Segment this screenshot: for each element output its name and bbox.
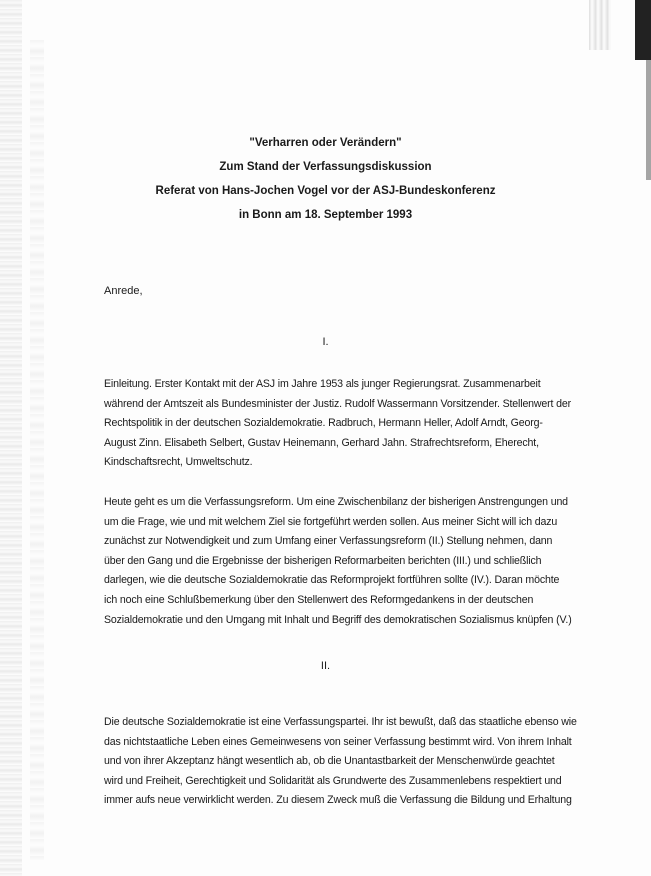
paragraph-overview bbox=[104, 493, 584, 630]
document-title bbox=[0, 131, 651, 227]
scan-edge-noise-top-right bbox=[589, 0, 611, 50]
title-line-2: Zum Stand der Verfassungsdiskussion bbox=[219, 161, 432, 173]
section-number-1: I. bbox=[322, 336, 329, 348]
paragraph-line: wird und Freiheit, Gerechtigkeit und Solidarität als Grundwerte des Zusammenlebens respektiert und bbox=[104, 774, 562, 787]
paragraph-line: über den Gang und die Ergebnisse der bisherigen Reformarbeiten berichten (III.) und schließlich bbox=[104, 554, 542, 567]
paragraph-line: Rechtspolitik in der deutschen Sozialdemokratie. Radbruch, Hermann Heller, Adolf Arndt, Georg- bbox=[104, 417, 543, 430]
paragraph-line: darlegen, wie die deutsche Sozialdemokratie das Reformprojekt fortführen sollte (IV.). Daran möchte bbox=[104, 574, 560, 587]
salutation: Anrede, bbox=[104, 285, 143, 297]
paragraph-line: zunächst zur Notwendigkeit und zum Umfang einer Verfassungsreform (II.) Stellung nehmen, dann bbox=[104, 535, 553, 548]
paragraph-constitutional-party bbox=[104, 713, 584, 811]
title-line-4: in Bonn am 18. September 1993 bbox=[238, 209, 413, 221]
paragraph-line: Heute geht es um die Verfassungsreform. Um eine Zwischenbilanz der bisherigen Anstrengungen und bbox=[104, 496, 568, 508]
title-line-1: "Verharren oder Verändern" bbox=[249, 137, 402, 149]
paragraph-line: um die Frage, wie und mit welchem Ziel sie fortgeführt werden sollen. Aus meiner Sicht will ich dazu bbox=[104, 515, 558, 528]
section-number-2: II. bbox=[320, 660, 331, 672]
paragraph-line: Sozialdemokratie und den Umgang mit Inhalt und Begriff des demokratischen Sozialismus knüpfen (V.) bbox=[104, 613, 572, 626]
paragraph-line: August Zinn. Elisabeth Selbert, Gustav Heinemann, Gerhard Jahn. Strafrechtsreform, Eherecht, bbox=[104, 436, 539, 449]
paragraph-line: Die deutsche Sozialdemokratie ist eine Verfassungspartei. Ihr ist bewußt, daß das staatliche ebenso wie bbox=[104, 716, 577, 728]
paragraph-line: während der Amtszeit als Bundesminister der Justiz. Rudolf Wassermann Vorsitzender. Stellenwert der bbox=[104, 397, 571, 410]
paragraph-line: Einleitung. Erster Kontakt mit der ASJ im Jahre 1953 als junger Regierungsrat. Zusammenarbeit bbox=[104, 378, 541, 390]
paragraph-introduction bbox=[104, 375, 584, 473]
paragraph-line: das nichtstaatliche Leben eines Gemeinwesens von seiner Verfassung bestimmt wird. Von ihrem Inhalt bbox=[104, 735, 572, 748]
paragraph-line: ich noch eine Schlußbemerkung über den Stellenwert des Reformgedankens in der deutschen bbox=[104, 593, 534, 606]
title-line-3: Referat von Hans-Jochen Vogel vor der ASJ-Bundeskonferenz bbox=[155, 185, 496, 197]
paragraph-line: Kindschaftsrecht, Umweltschutz. bbox=[104, 456, 253, 469]
scan-edge-dark-right bbox=[635, 0, 651, 60]
paragraph-line: immer aufs neue verwirklicht werden. Zu diesem Zweck muß die Verfassung die Bildung und Erhaltung bbox=[104, 794, 572, 807]
paragraph-line: und von ihrer Akzeptanz hängt wesentlich ab, ob die Unantastbarkeit der Menschenwürde geachtet bbox=[104, 755, 555, 768]
